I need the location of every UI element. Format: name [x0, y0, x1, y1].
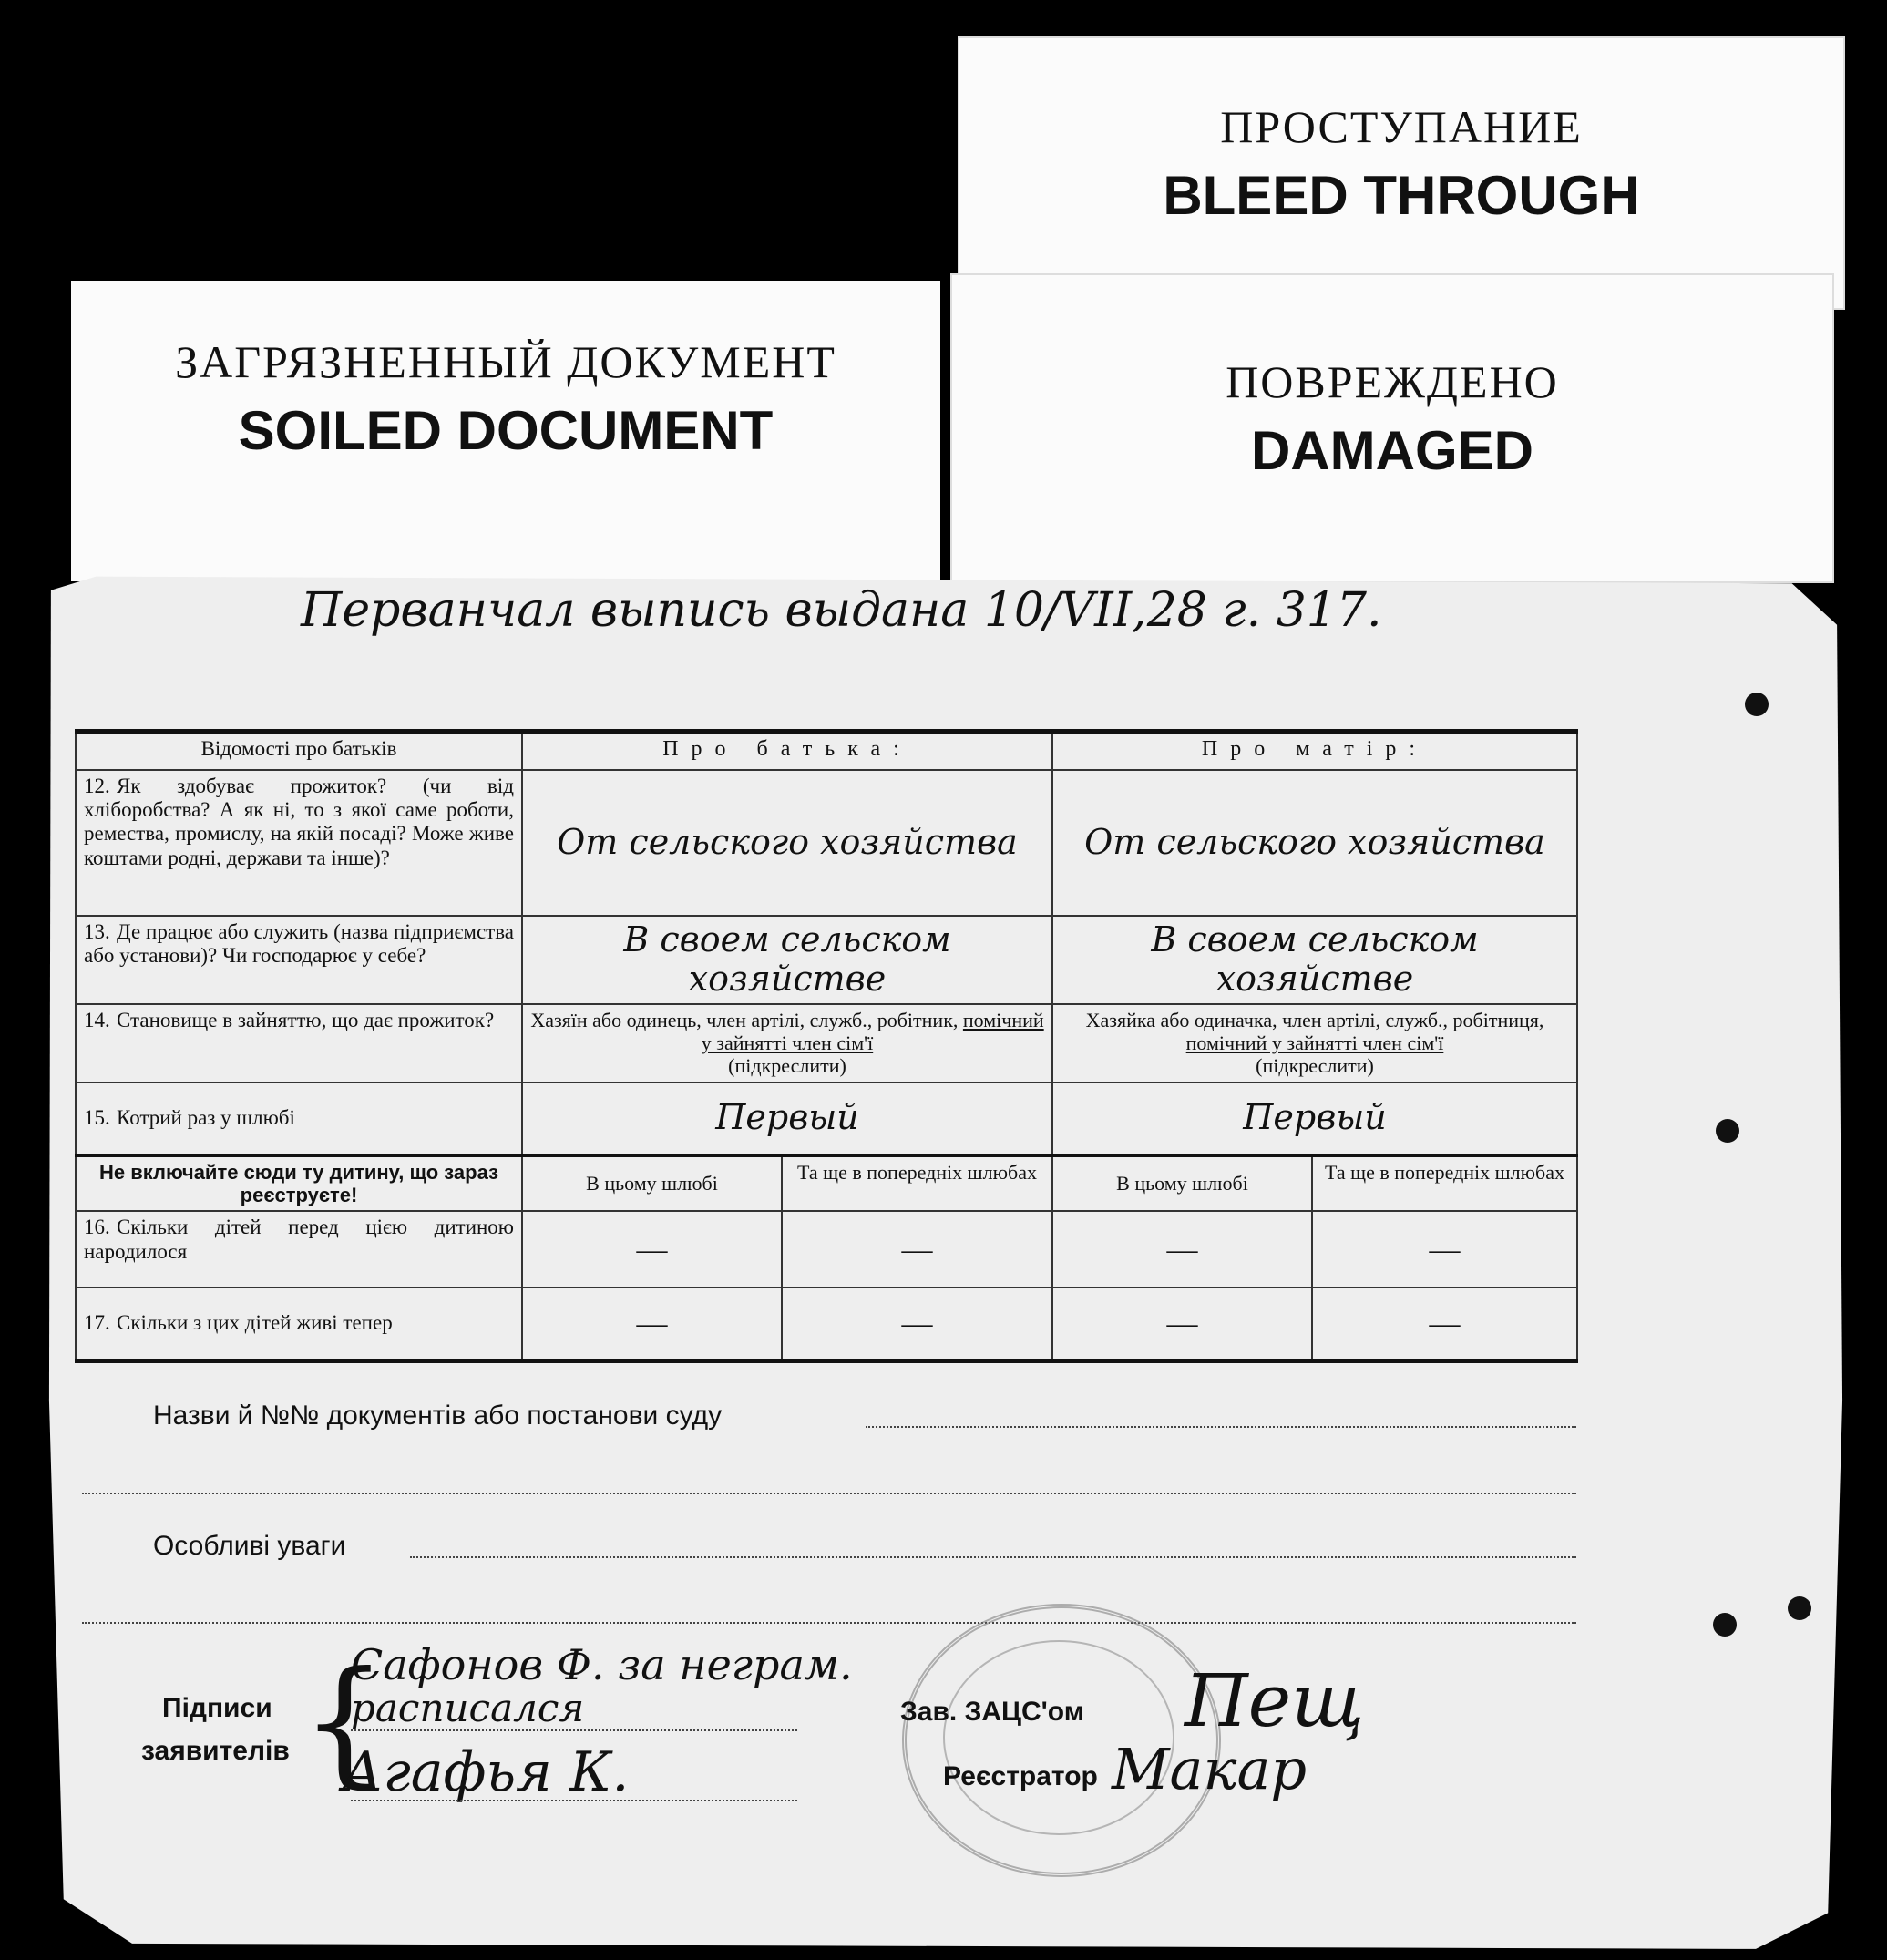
father-answer-14 — [522, 1004, 1052, 1083]
registrar-label: Реєстратор — [943, 1761, 1098, 1791]
dash-cell: — — [782, 1288, 1052, 1360]
binder-hole — [1788, 1596, 1811, 1620]
father-this-marriage-header: В цьому шлюбі — [522, 1155, 782, 1212]
father-previous-marriages-header: Та ще в попередніх шлюбах — [782, 1155, 1052, 1212]
mother-options: Хазяйка або одиначка, член артілі, служб., робітниця, — [1085, 1008, 1544, 1031]
bleed-through-ru: ПРОСТУПАНИЕ — [1220, 101, 1583, 152]
damaged-ru: ПОВРЕЖДЕНО — [1226, 356, 1559, 407]
question-16 — [76, 1211, 522, 1288]
question-text: Скільки з цих дітей живі тепер — [117, 1311, 393, 1335]
question-14 — [76, 1004, 522, 1083]
father-answer-12: От сельского хозяйства — [522, 770, 1052, 916]
soiled-document-card — [71, 281, 940, 581]
documents-line-2 — [82, 1493, 1576, 1494]
underline-instruction: (підкреслити) — [1256, 1054, 1374, 1078]
parents-info-table — [75, 729, 1578, 1363]
applicant-signature-2: Агафья К. — [342, 1740, 630, 1804]
father-answer-15: Первый — [522, 1083, 1052, 1155]
binder-hole — [1745, 693, 1769, 716]
dash-cell: — — [1052, 1288, 1312, 1360]
father-answer-13: В своем сельском хозяйстве — [522, 916, 1052, 1004]
mother-answer-12: От сельского хозяйства — [1052, 770, 1577, 916]
mother-answer-13: В своем сельском хозяйстве — [1052, 916, 1577, 1004]
question-text: Становище в зайняттю, що дає прожиток? — [117, 1008, 495, 1031]
father-underlined-option: помічний у зайнятті член сім'ї — [701, 1008, 1044, 1055]
mother-previous-marriages-header: Та ще в попередніх шлюбах — [1312, 1155, 1577, 1212]
question-text: Де працює або служить (назва підприємства або установи)? Чи господарює у себе? — [84, 919, 514, 967]
applicant-signature-1: Сафонов Ф. за неграм. — [351, 1640, 853, 1689]
mother-answer-14 — [1052, 1004, 1577, 1083]
applicants-signatures-label-1: Підписи — [162, 1693, 272, 1723]
remarks-line — [410, 1556, 1576, 1558]
father-options: Хазяїн або одинець, член артілі, служб., робітник, — [530, 1008, 963, 1031]
documents-label: Назви й №№ документів або постанови суду — [153, 1401, 723, 1431]
bleed-through-card — [958, 36, 1845, 310]
signature-line — [351, 1800, 797, 1801]
signature-line — [351, 1729, 797, 1731]
question-number: 13. — [84, 919, 110, 943]
handwritten-header-note: Перванчал выпись выдана 10/VII,28 г. 317. — [301, 583, 1382, 638]
col-header-parents: Відомості про батьків — [76, 732, 522, 770]
dash-cell: — — [1312, 1288, 1577, 1360]
head-signature: Пещ — [1185, 1658, 1365, 1743]
soiled-ru: ЗАГРЯЗНЕННЫЙ ДОКУМЕНТ — [175, 336, 836, 387]
dash-cell: — — [522, 1288, 782, 1360]
col-header-mother: Про матір: — [1052, 732, 1577, 770]
question-17 — [76, 1288, 522, 1360]
dash-cell: — — [1052, 1211, 1312, 1288]
mother-answer-15: Первый — [1052, 1083, 1577, 1155]
dash-cell: — — [522, 1211, 782, 1288]
applicants-signatures-label-2: заявителів — [141, 1736, 290, 1766]
question-text: Скільки дітей перед цією дитиною народилося — [84, 1216, 514, 1263]
question-number: 16. — [84, 1216, 110, 1239]
col-header-father: Про батька: — [522, 732, 1052, 770]
damaged-card — [950, 273, 1834, 583]
documents-line — [866, 1426, 1576, 1428]
question-text: Котрий раз у шлюбі — [117, 1106, 295, 1130]
mother-underlined-option: помічний у зайнятті член сім'ї — [1185, 1031, 1444, 1055]
registrar-signature: Макар — [1112, 1736, 1308, 1802]
dash-cell: — — [782, 1211, 1052, 1288]
dash-cell: — — [1312, 1211, 1577, 1288]
warning-note: Не включайте сюди ту дитину, що зараз реєструєте! — [76, 1155, 522, 1212]
head-registry-label: Зав. ЗАЦС'ом — [900, 1697, 1084, 1727]
mother-this-marriage-header: В цьому шлюбі — [1052, 1155, 1312, 1212]
remarks-label: Особливі уваги — [153, 1531, 346, 1561]
binder-hole — [1713, 1613, 1737, 1637]
question-number: 17. — [84, 1311, 110, 1335]
remarks-line-2 — [82, 1622, 1576, 1624]
question-12 — [76, 770, 522, 916]
binder-hole — [1716, 1119, 1739, 1143]
damaged-en: DAMAGED — [1251, 420, 1533, 481]
question-number: 15. — [84, 1106, 110, 1130]
brace-glyph: { — [301, 1643, 388, 1801]
question-13 — [76, 916, 522, 1004]
question-15 — [76, 1083, 522, 1155]
applicant-signature-1b: расписался — [351, 1686, 585, 1730]
soiled-en: SOILED DOCUMENT — [238, 400, 774, 461]
question-text: Як здобуває прожиток? (чи від хліборобства? А як ні, то з якої саме роботи, ремества, промислу, на якій посаді? Може живе коштами родні, держави та інше)? — [84, 774, 514, 869]
bleed-through-en: BLEED THROUGH — [1163, 165, 1640, 226]
question-number: 14. — [84, 1008, 110, 1031]
question-number: 12. — [84, 774, 110, 797]
underline-instruction: (підкреслити) — [728, 1054, 846, 1078]
